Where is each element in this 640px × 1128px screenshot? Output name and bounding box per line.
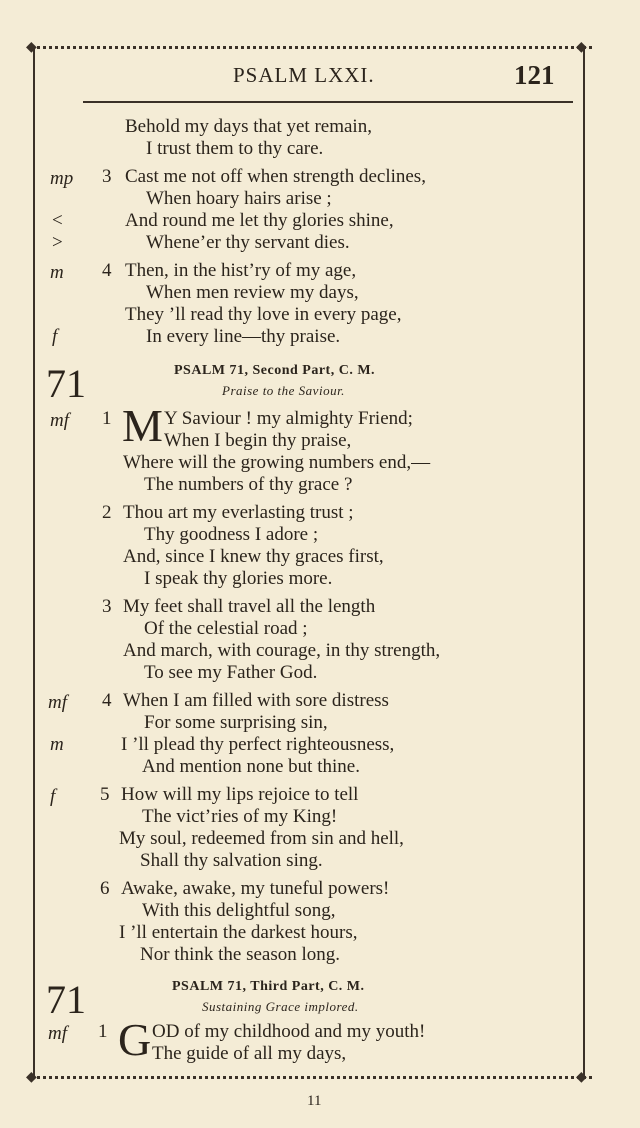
verse-number: 3 (102, 166, 112, 187)
hymn-subtitle: Sustaining Grace implored. (202, 999, 359, 1014)
hymn-title: PSALM 71, Second Part, C. M. (174, 363, 376, 378)
verse-line: Thy goodness I adore ; (144, 524, 319, 545)
verse-line: When hoary hairs arise ; (146, 188, 332, 209)
decrescendo-mark: > (52, 232, 63, 253)
drop-capital: G (118, 1014, 152, 1065)
verse-number: 4 (102, 260, 112, 281)
verse-line: I trust them to thy care. (146, 138, 324, 159)
hymn-subtitle: Praise to the Saviour. (222, 383, 345, 398)
signature-mark: 11 (307, 1093, 322, 1109)
hymn-title: PSALM 71, Third Part, C. M. (172, 979, 365, 994)
verse-line: Then, in the hist’ry of my age, (125, 260, 357, 281)
corner-ornament-icon: ◆ (26, 1069, 37, 1085)
verse-line: Awake, awake, my tuneful powers! (121, 878, 390, 899)
verse-line: Shall thy salvation sing. (140, 850, 323, 871)
dynamic-marking: f (52, 326, 58, 347)
crescendo-mark: < (52, 210, 63, 231)
top-border (30, 46, 592, 49)
hymn-number: 71 (46, 361, 86, 406)
verse-line: With this delightful song, (142, 900, 336, 921)
dynamic-marking: f (50, 786, 56, 807)
verse-line: When I begin thy praise, (164, 430, 352, 451)
verse-line: The vict’ries of my King! (142, 806, 338, 827)
verse-line: I ’ll entertain the darkest hours, (119, 922, 358, 943)
verse-line: Y Saviour ! my almighty Friend; (164, 408, 413, 429)
header-rule (83, 101, 573, 103)
corner-ornament-icon: ◆ (576, 39, 587, 55)
verse-line: My soul, redeemed from sin and hell, (119, 828, 404, 849)
corner-ornament-icon: ◆ (26, 39, 37, 55)
corner-ornament-icon: ◆ (576, 1069, 587, 1085)
verse-line: To see my Father God. (144, 662, 318, 683)
verse-line: Thou art my everlasting trust ; (123, 502, 354, 523)
verse-line: Whene’er thy servant dies. (146, 232, 350, 253)
dynamic-marking: m (50, 734, 64, 755)
right-border (583, 48, 585, 1076)
verse-line: OD of my childhood and my youth! (152, 1021, 426, 1042)
verse-line: When men review my days, (146, 282, 359, 303)
bottom-border (30, 1076, 592, 1079)
verse-line: How will my lips rejoice to tell (121, 784, 359, 805)
verse-line: They ’ll read thy love in every page, (125, 304, 402, 325)
verse-line: For some surprising sin, (144, 712, 328, 733)
dynamic-marking: mf (50, 410, 69, 431)
verse-line: Where will the growing numbers end,— (123, 452, 431, 473)
dynamic-marking: mf (48, 692, 67, 713)
verse-line: Nor think the season long. (140, 944, 341, 965)
page-number: 121 (514, 60, 555, 90)
hymn-number: 71 (46, 977, 86, 1022)
verse-number: 1 (102, 408, 112, 429)
running-header: PSALM LXXI. (233, 63, 375, 87)
dynamic-marking: m (50, 262, 64, 283)
verse-line: Behold my days that yet remain, (125, 116, 372, 137)
verse-line: I speak thy glories more. (144, 568, 333, 589)
dynamic-marking: mf (48, 1023, 67, 1044)
verse-line: The numbers of thy grace ? (144, 474, 353, 495)
verse-line: The guide of all my days, (152, 1043, 347, 1064)
dynamic-marking: mp (50, 168, 74, 189)
verse-number: 5 (100, 784, 110, 805)
verse-number: 1 (98, 1021, 108, 1042)
verse-line: My feet shall travel all the length (123, 596, 376, 617)
verse-line: And mention none but thine. (142, 756, 360, 777)
verse-line: And march, with courage, in thy strength, (123, 640, 441, 661)
verse-line: I ’ll plead thy perfect righteousness, (121, 734, 395, 755)
verse-number: 3 (102, 596, 112, 617)
verse-line: Cast me not off when strength declines, (125, 166, 426, 187)
verse-line: And, since I knew thy graces first, (123, 546, 384, 567)
verse-line: And round me let thy glories shine, (125, 210, 394, 231)
verse-line: When I am filled with sore distress (123, 690, 389, 711)
verse-number: 4 (102, 690, 112, 711)
verse-number: 2 (102, 502, 112, 523)
verse-line: Of the celestial road ; (144, 618, 308, 639)
drop-capital: M (122, 400, 163, 451)
verse-line: In every line—thy praise. (146, 326, 341, 347)
left-border (33, 48, 35, 1076)
verse-number: 6 (100, 878, 110, 899)
